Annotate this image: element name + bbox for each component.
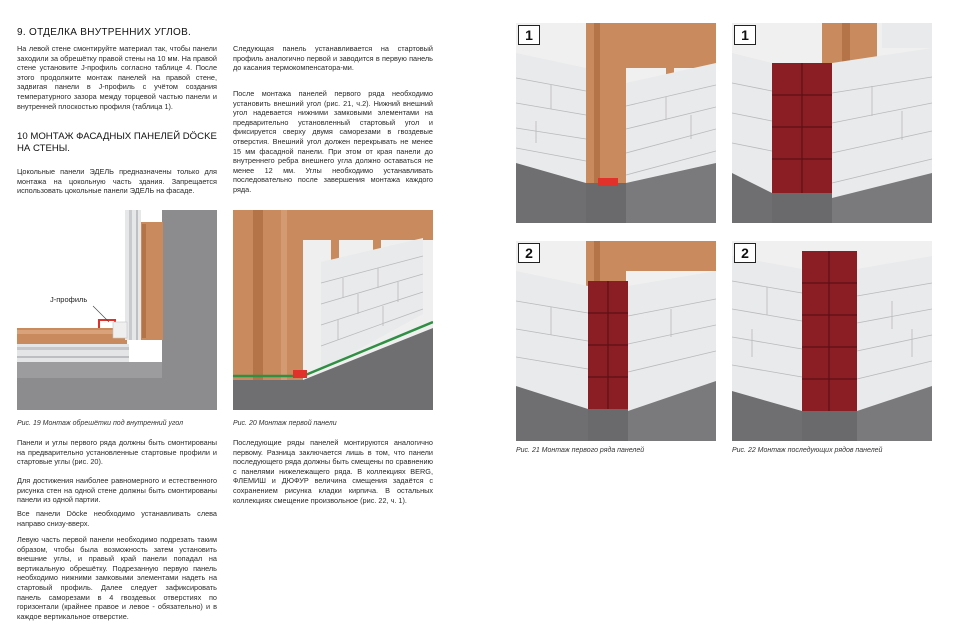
- j-profile-label: J-профиль: [50, 295, 88, 304]
- figure-21-step-2: [516, 241, 716, 441]
- col2-paragraph-3: Последующие ряды панелей монтируются аналогично первому. Разница заключается лишь в том, что панели последующего ряда должны быть смещены по сравнению с панелями нижележащего ряда. В коллекциях BERG, ФЛЕМИШ и ДЮФУР величина смещения задаётся с сохранением рисунка кладки кирпича. В остальных коллекциях смещение произвольное (рис. 22, ч. 1).: [233, 438, 433, 505]
- col2-paragraph-2: После монтажа панелей первого ряда необходимо установить внешний угол (рис. 21, ч.2). Нижний внешний угол надевается нижними замковыми элементами на предварительно установленный стартовый угол и фиксируется сверху двумя саморезами в гвоздевые отверстия. Внешний угол должен перекрывать не менее 15 мм фасадной панели. При этом от края панели до внутреннего ребра внешнего угла должно оставаться не менее 12 мм. Углы необходимо устанавливать последовательно после завершения монтажа каждого ряда.: [233, 89, 433, 194]
- figure-21-step-1: [516, 23, 716, 223]
- figure-19-caption: Рис. 19 Монтаж обрешётки под внутренний угол: [17, 420, 184, 427]
- figure-19-illustration: [17, 210, 217, 410]
- step-label: 1: [734, 25, 756, 45]
- figure-21-caption: Рис. 21 Монтаж первого ряда панелей: [516, 447, 645, 454]
- col1-paragraph-6: Левую часть первой панели необходимо подрезать таким образом, чтобы была возможность затем установить внешние углы, и правый край панели попадал на вертикальную обрешётку. Подрезанную первую панель необходимо нижними замковыми элементами надеть на стартовый профиль. Далее следует зафиксировать панель саморезами в 4 гвоздевых отверстиях по горизонтали (крайнее правое и левое - обязательно) и в каждое вертикальное отверстие.: [17, 535, 217, 621]
- figure-22-step-2: [732, 241, 932, 441]
- col1-paragraph-3: Панели и углы первого ряда должны быть смонтированы на предварительно установленные стартовые профили и стартовые углы (рис. 20).: [17, 438, 217, 467]
- col2-paragraph-1: Следующая панель устанавливается на стартовый профиль аналогично первой и заводится в первую панель до касания термокомпенсатора-ми.: [233, 44, 433, 73]
- section-10-title: 10 МОНТАЖ ФАСАДНЫХ ПАНЕЛЕЙ DÖCKE НА СТЕНЫ.: [17, 131, 217, 154]
- section-9-title: 9. ОТДЕЛКА ВНУТРЕННИХ УГЛОВ.: [17, 27, 192, 38]
- figure-22-caption: Рис. 22 Монтаж последующих рядов панелей: [732, 447, 883, 454]
- col1-paragraph-5: Все панели Döcke необходимо устанавливать слева направо снизу-вверх.: [17, 509, 217, 528]
- step-label: 1: [518, 25, 540, 45]
- col1-paragraph-1: На левой стене смонтируйте материал так, чтобы панели заходили за обрешётку правой стены на 10 мм. На правой стене установите J-профиль согласно таблице 4. После этого продолжите монтаж панелей на правой стене, задвигая панели в J-профиль с учётом создания температурного зазора между торцевой частью панели и внутренней плоскостью профиля (таблица 1).: [17, 44, 217, 111]
- figure-22-step-1: [732, 23, 932, 223]
- figure-20-caption: Рис. 20 Монтаж первой панели: [233, 420, 337, 427]
- step-label: 2: [518, 243, 540, 263]
- figure-20-illustration: [233, 210, 433, 410]
- step-label: 2: [734, 243, 756, 263]
- col1-paragraph-4: Для достижения наиболее равномерного и естественного рисунка стен на одной стене должны быть смонтированы панели из одной партии.: [17, 476, 217, 505]
- col1-paragraph-2: Цокольные панели ЭДЕЛЬ предназначены только для монтажа на цокольную часть здания. Запрещается использовать цокольные панели ЭДЕЛЬ на фасаде.: [17, 167, 217, 196]
